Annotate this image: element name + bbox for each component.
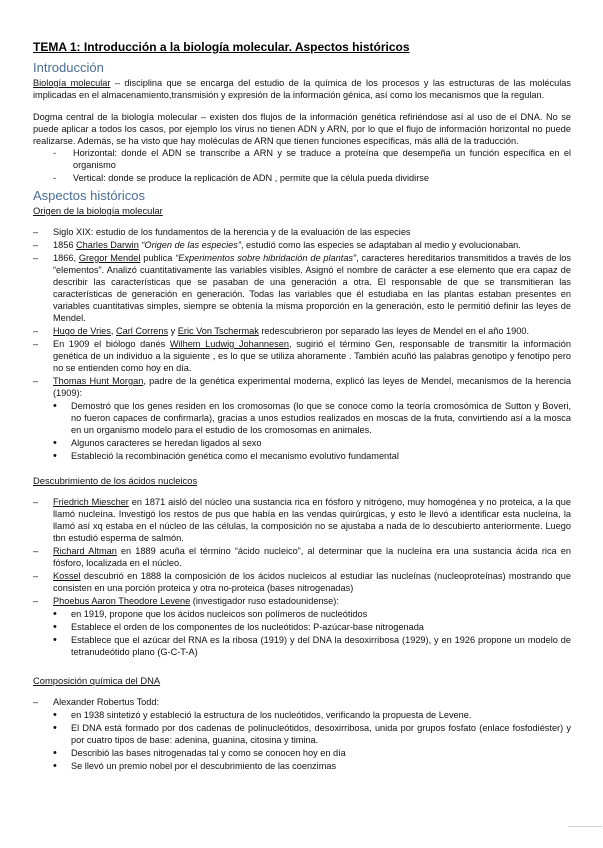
- flow-item-vertical: - Vertical: donde se produce la replicación de ADN , permite que la célula pueda dividirse: [33, 172, 571, 184]
- darwin-text: , estudió como las especies se adaptaban al medio y evolucionaban.: [240, 240, 521, 250]
- rediscovery-text: redescubrieron por separado las leyes de Mendel en el año 1900.: [258, 326, 530, 336]
- vries-name: Hugo de Vries: [53, 326, 111, 336]
- darwin-book: “Origen de las especies”: [138, 240, 241, 250]
- section-heading-introduccion: Introducción: [33, 60, 104, 75]
- morgan-name: Thomas Hunt Morgan: [53, 376, 144, 386]
- acids-list: [33, 496, 571, 658]
- flow-list: [33, 147, 571, 184]
- list-item-levene: [33, 595, 571, 658]
- morgan-bullet: • Algunos caracteres se heredan ligados al sexo: [33, 437, 571, 449]
- subheading-origen: Origen de la biología molecular: [33, 205, 163, 216]
- subheading-acidos: Descubrimiento de los ácidos nucleicos: [33, 475, 198, 486]
- list-item-morgan: [33, 375, 571, 462]
- todd-bullet: • El DNA está formado por dos cadenas de polinucleótidos, desoxirribosa, unida por grupos fosfato (enlace fosfodiéster) y por cuatro tipos de base: adenina, guanina, citosina y timina.: [33, 722, 571, 746]
- list-item-rediscovery: [33, 325, 571, 337]
- subheading-composicion: Composición química del DNA: [33, 675, 161, 686]
- miescher-name: Friedrich Miescher: [53, 497, 129, 507]
- todd-bullet: • Describió las bases nitrogenadas tal y como se conocen hoy en día: [33, 747, 571, 759]
- johannsen-pre: En 1909 el biólogo danés: [53, 339, 170, 349]
- separator: ,: [110, 326, 116, 336]
- altman-text: en 1889 acuña el término “ácido nucleico”, al determinar que la nucleína era una sustancia ácida rica en fósforo, localizada en el núcleo.: [53, 546, 571, 568]
- levene-bullet: • Establece que el azúcar del RNA es la ribosa (1919) y del DNA la desoxirribosa (1929), y en 1926 propone un modelo de tetranudeótido plano (G-C-T-A): [33, 634, 571, 658]
- mendel-name: Gregor Mendel: [78, 253, 141, 263]
- history-list: [33, 226, 571, 462]
- mendel-mid: publica: [140, 253, 176, 263]
- correns-name: Carl Correns: [116, 326, 169, 336]
- todd-name: Alexander Robertus Todd:: [53, 697, 160, 707]
- list-item-siglo: – Siglo XIX: estudio de los fundamentos de la herencia y de la evaluación de las especies: [33, 226, 571, 238]
- levene-bullet: • en 1919, propone que los ácidos nucleicos son polímeros de nucleótidos: [33, 608, 571, 620]
- levene-bullet: • Establece el orden de los componentes de los nucleótidos: P-azúcar-base nitrogenada: [33, 621, 571, 633]
- dogma-paragraph: Dogma central de la biología molecular – existen dos flujos de la información genética refiriéndose así al uso de el DNA. No se puede aplicar a todos los casos, por ejemplo los virus no tienen ADN y ARN, por lo que el flujo de información horizontal no puede realizarse. Además, se ha visto que hay moléculas de ARN que tienen funciones específicas, más allá de la traducción.: [33, 112, 571, 146]
- miescher-text: en 1871 aisló del núcleo una sustancia rica en fósforo y nitrógeno, muy homogénea y no proteica, a la que llamó nucleína. Investigó los restos de pus que había en las vendas quirúrgicas, y esto le llevó a identificar esta nucleína, la llamó así xq estaba en el núcleo de las células, la composición no se ajustaba a nada de lo descubierto anteriormente. Luego tbn estudió esperma de salmón.: [53, 497, 571, 543]
- list-item-altman: [33, 545, 571, 569]
- list-item-johannsen: [33, 338, 571, 374]
- darwin-year: 1856: [53, 240, 76, 250]
- morgan-bullet: • Demostró que los genes residen en los cromosomas (lo que se conoce como la teoría cromosómica de Sutton y Boveri, no fueron capaces de confirmarla), gracias a unos estudios realizados en moscas de la fruta, convirtiendo así a la mosca en un organismo modelo para el estudio de los cromosomas en animales.: [33, 400, 571, 436]
- mendel-year: 1866,: [53, 253, 79, 263]
- mendel-book: “Experimentos sobre hibridación de plantas”: [175, 253, 357, 263]
- list-item-darwin: [33, 239, 571, 251]
- levene-bullets: [33, 608, 571, 658]
- composition-list: [33, 696, 571, 772]
- johannsen-name: Wilhem Ludwig Johannesen: [169, 339, 289, 349]
- document-title: TEMA 1: Introducción a la biología molecular. Aspectos históricos: [33, 40, 410, 54]
- section-heading-historicos: Aspectos históricos: [33, 188, 145, 203]
- definition-term: Biología molecular: [33, 78, 111, 88]
- list-item-mendel: [33, 252, 571, 324]
- altman-name: Richard Altman: [53, 546, 117, 556]
- johannsen-text: , sugirió el término Gen, responsable de transmitir la información genética de un individuo a la siguiente , es lo que se utiliza ahoramente . También acuñó las palabras genotipo y fenotipo pero no se entienden como hoy en día.: [53, 339, 571, 373]
- list-item-kossel: [33, 570, 571, 594]
- definition-paragraph: [33, 77, 571, 101]
- levene-name: Phoebus Aaron Theodore Levene: [53, 596, 191, 606]
- todd-bullet: • en 1938 sintetizó y estableció la estructura de los nucleótidos, verificando la propuesta de Levene.: [33, 709, 571, 721]
- footer-rule: [568, 826, 602, 827]
- list-item-miescher: [33, 496, 571, 544]
- kossel-text: descubrió en 1888 la composición de los ácidos nucleicos al estudiar las nucleínas (nucleoproteínas) mostrando que consisten en una porción proteica y otra no-proteica (bases nitrogenadas): [53, 571, 571, 593]
- levene-text: (investigador ruso estadounidense):: [190, 596, 339, 606]
- darwin-name: Charles Darwin: [76, 240, 139, 250]
- document-content: [33, 40, 571, 773]
- morgan-text: , padre de la genética experimental moderna, explicó las leyes de Mendel, mecanismos de la herencia (1909):: [53, 376, 571, 398]
- morgan-bullets: [33, 400, 571, 462]
- kossel-name: Kossel: [53, 571, 81, 581]
- morgan-bullet: • Estableció la recombinación genética como el mecanismo evolutivo fundamental: [33, 450, 571, 462]
- todd-bullet: • Se llevó un premio nobel por el descubrimiento de las coenzimas: [33, 760, 571, 772]
- mendel-text: , caracteres hereditarios transmitidos a través de los “elementos”. Analizó cuantitativamente las variables visibles. Asignó el nombre de carácter a ese elemento que era capaz de describir las características que se pasaban de una generación a otra. El responsable de que se transmitieran las características de generación en generación. Todas las variables que él estudiaba en las plantas estaban presentes en variables cuantitativas simples, siempre se obtenía la misma proporción en la generación, esto le permitió definir las leyes de Mendel.: [53, 253, 572, 323]
- separator: y: [168, 326, 178, 336]
- definition-text: – disciplina que se encarga del estudio de la química de los procesos y las estructuras de las moléculas implicadas en el almacenamiento,transmisión y expresión de la información génica, así como los mecanismos que la regulan.: [33, 78, 571, 100]
- list-item-todd: [33, 696, 571, 772]
- todd-bullets: [33, 709, 571, 772]
- tschermak-name: Eric Von Tschermak: [177, 326, 259, 336]
- flow-item-horizontal: - Horizontal: donde el ADN se transcribe a ARN y se traduce a proteína que desempeña un función específica en el organismo: [33, 147, 571, 171]
